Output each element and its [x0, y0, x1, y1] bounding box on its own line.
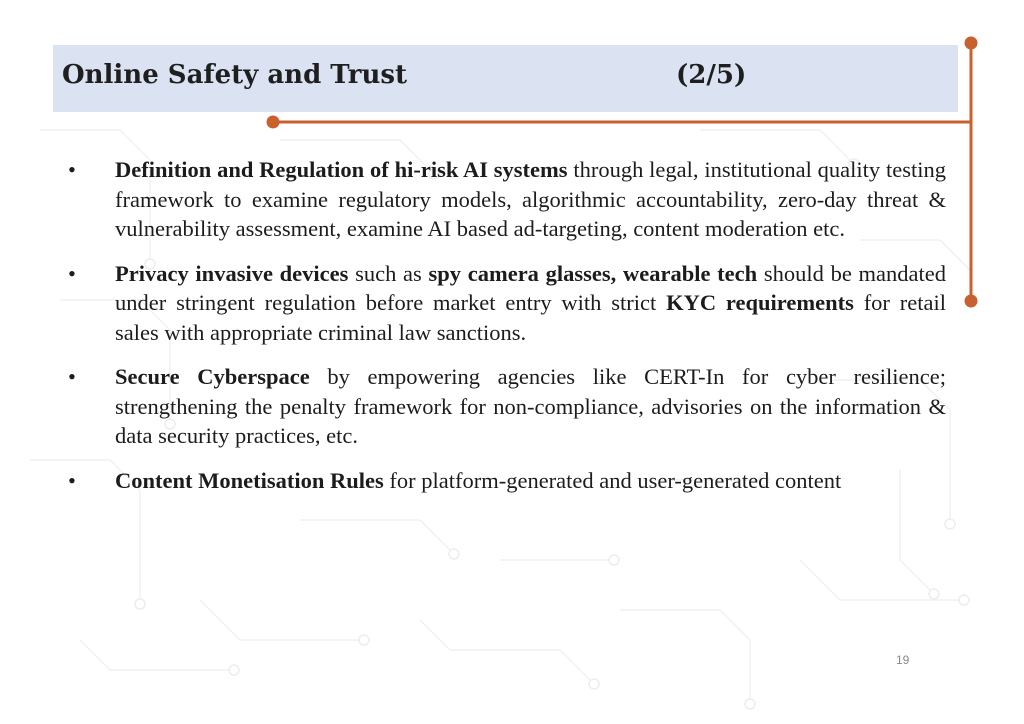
bullet-item — [68, 259, 946, 348]
bullet-text: for retail sales with appropriate criminal law sanctions. — [115, 290, 946, 345]
bullet-symbol: • — [68, 260, 76, 286]
bullet-text: such as — [348, 260, 429, 286]
bullet-bold-text: Definition and Regulation of hi-risk AI systems — [115, 157, 568, 182]
bullet-text: through legal, institutional quality testing framework to examine regulatory models, algorithmic accountability, zero-day threat & vulnerability assessment, examine AI based ad-targeting, content moderation etc. — [115, 157, 946, 241]
accent-dot-left — [267, 116, 280, 129]
accent-dot-top — [965, 37, 978, 50]
bullet-text: for platform-generated and user-generated content — [383, 467, 842, 493]
bullet-symbol: • — [68, 467, 76, 493]
page-number: 19 — [896, 653, 910, 667]
bullet-item — [68, 362, 946, 451]
bullet-item — [68, 155, 946, 244]
bullet-item — [68, 466, 946, 496]
slide-title-number: (2/5) — [676, 60, 747, 90]
bullet-bold-text: Secure Cyberspace — [115, 364, 310, 389]
bullet-symbol: • — [68, 157, 76, 182]
bullet-symbol: • — [68, 364, 76, 389]
bullet-bold-text: Privacy invasive devices — [115, 260, 349, 286]
slide-title: Online Safety and Trust — [62, 60, 408, 90]
bullet-bold-text: spy camera glasses, wearable tech — [428, 260, 758, 286]
bullet-text: by empowering agencies like CERT-In for cyber resilience; strengthening the penalty framework for non-compliance, advisories on the information & data security practices, etc. — [115, 364, 947, 448]
bullet-list — [68, 155, 946, 510]
bullet-text: should be mandated under stringent regulation before market entry with strict — [115, 260, 946, 315]
accent-dot-bottom — [965, 295, 978, 308]
bullet-bold-text: KYC requirements — [666, 290, 854, 315]
bullet-bold-text: Content Monetisation Rules — [115, 467, 384, 493]
